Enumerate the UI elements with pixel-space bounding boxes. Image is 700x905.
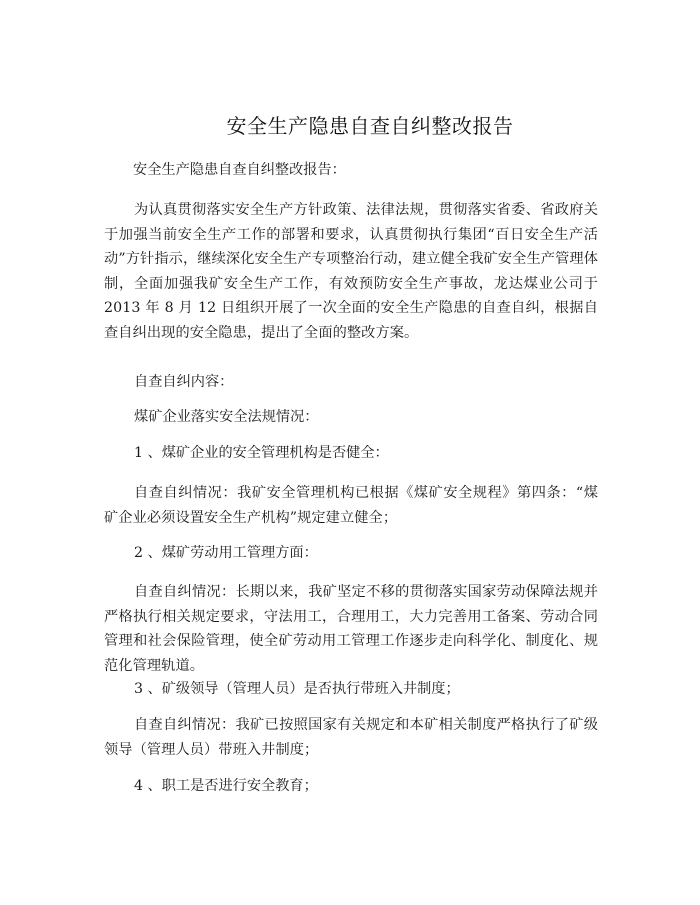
item-3-answer: 自查自纠情况：我矿已按照国家有关规定和本矿相关制度严格执行了矿级领导（管理人员）带班入井制度； xyxy=(104,717,598,758)
item-3-question: 3 、矿级领导（管理人员）是否执行带班入井制度； xyxy=(134,681,460,697)
document-title: 安全生产隐患自查自纠整改报告 xyxy=(226,114,514,138)
item-1-question: 1 、煤矿企业的安全管理机构是否健全： xyxy=(134,445,389,461)
item-1-answer: 自查自纠情况：我矿安全管理机构已根据《煤矿安全规程》第四条：“煤矿企业必须设置安全生产机构”规定建立健全； xyxy=(104,485,598,526)
intro-paragraph: 为认真贯彻落实安全生产方针政策、法律法规，贯彻落实省委、省政府关于加强当前安全生产工作的部署和要求，认真贯彻执行集团“百日安全生产活动”方针指示，继续深化安全生产专项整治行动，建立健全我矿安全生产管理体制，全面加强我矿安全生产工作，有效预防安全生产事故，龙达煤业公司于 2013 年 8 月 12 日组织开展了一次全面的安全生产隐患的自查自纠，根据自查自纠出现的安全隐患，提出了全面的整改方案。 xyxy=(104,202,598,341)
document-subtitle: 安全生产隐患自查自纠整改报告： xyxy=(133,162,346,178)
subsection-heading: 煤矿企业落实安全法规情况： xyxy=(134,409,319,425)
item-2-question: 2 、煤矿劳动用工管理方面： xyxy=(134,545,318,561)
section-heading: 自查自纠内容： xyxy=(134,374,234,390)
item-4-question: 4 、职工是否进行安全教育； xyxy=(134,778,318,794)
item-2-answer: 自查自纠情况：长期以来，我矿坚定不移的贯彻落实国家劳动保障法规并严格执行相关规定要求，守法用工，合理用工，大力完善用工备案、劳动合同管理和社会保险管理，使全矿劳动用工管理工作逐步走向科学化、制度化、规范化管理轨道。 xyxy=(104,584,598,674)
